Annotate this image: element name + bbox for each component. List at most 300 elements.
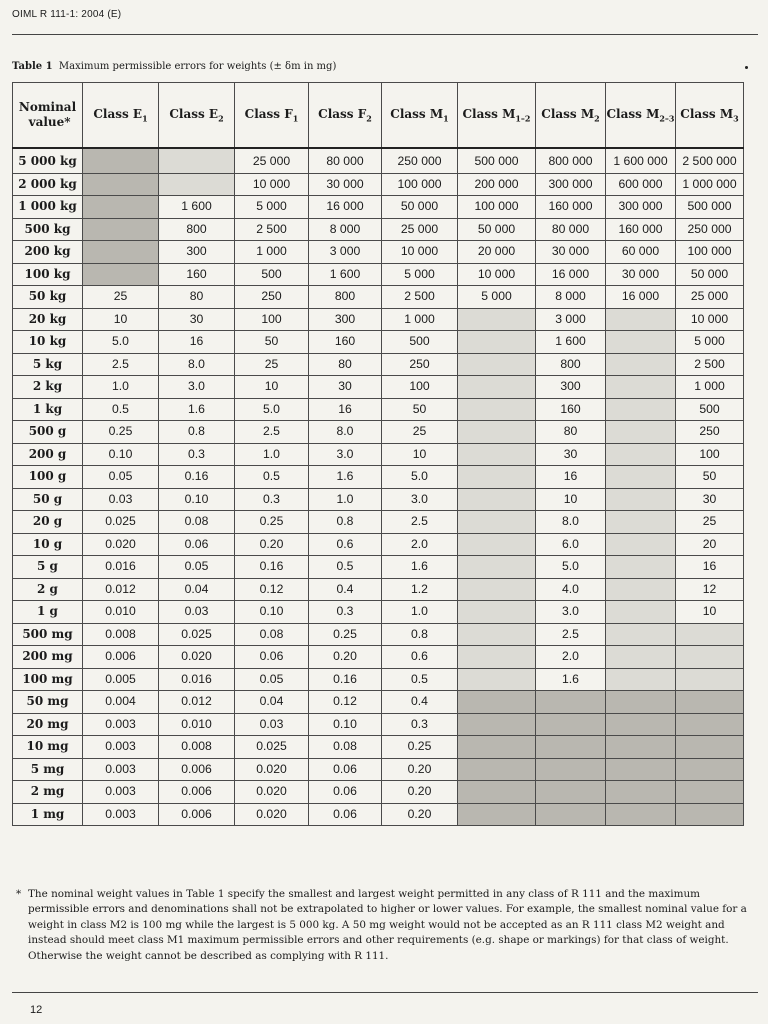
mpe-value-cell: 80 [536, 421, 606, 444]
mpe-value-cell: 0.006 [159, 781, 235, 804]
column-header-subscript: 2–3 [659, 113, 675, 124]
shaded-empty-cell [458, 646, 536, 669]
nominal-value-cell: 200 kg [13, 241, 83, 264]
mpe-value-cell: 25 [83, 286, 159, 309]
mpe-value-cell: 5.0 [382, 466, 458, 489]
shaded-empty-cell [458, 466, 536, 489]
column-header-6 [458, 83, 536, 149]
header-rule [12, 34, 758, 35]
column-header-class: Class M [606, 106, 660, 121]
column-header-class: Class M [462, 106, 516, 121]
shaded-empty-cell [676, 713, 744, 736]
nominal-value-cell: 1 000 kg [13, 196, 83, 219]
mpe-value-cell: 30 000 [309, 173, 382, 196]
mpe-value-cell: 3.0 [309, 443, 382, 466]
mpe-value-cell: 3.0 [159, 376, 235, 399]
mpe-value-cell: 50 000 [382, 196, 458, 219]
mpe-value-cell: 25 000 [382, 218, 458, 241]
table-row [13, 623, 744, 646]
shaded-empty-cell [458, 353, 536, 376]
mpe-value-cell: 0.020 [83, 533, 159, 556]
mpe-value-cell: 100 [676, 443, 744, 466]
mpe-value-cell: 0.020 [235, 803, 309, 826]
table-row [13, 713, 744, 736]
mpe-value-cell: 100 000 [458, 196, 536, 219]
table-row [13, 218, 744, 241]
mpe-value-cell: 0.6 [382, 646, 458, 669]
mpe-value-cell: 0.020 [235, 781, 309, 804]
shaded-empty-cell [458, 421, 536, 444]
mpe-value-cell: 0.05 [159, 556, 235, 579]
mpe-value-cell: 0.05 [83, 466, 159, 489]
mpe-value-cell: 0.020 [159, 646, 235, 669]
mpe-value-cell: 30 [309, 376, 382, 399]
mpe-value-cell: 1.0 [309, 488, 382, 511]
table-row [13, 466, 744, 489]
nominal-value-cell: 500 mg [13, 623, 83, 646]
table-row [13, 353, 744, 376]
table-row [13, 533, 744, 556]
table-caption-label: Table 1 [12, 61, 53, 72]
mpe-value-cell: 0.006 [159, 758, 235, 781]
mpe-value-cell: 0.10 [235, 601, 309, 624]
nominal-value-cell: 50 g [13, 488, 83, 511]
mpe-value-cell: 800 000 [536, 148, 606, 173]
nominal-header-line1: Nominal [18, 100, 77, 114]
shaded-empty-cell [676, 691, 744, 714]
nominal-value-header [13, 83, 83, 149]
mpe-value-cell: 300 000 [536, 173, 606, 196]
column-header-class: Class M [680, 106, 734, 121]
mpe-value-cell: 500 [235, 263, 309, 286]
column-header-5 [382, 83, 458, 149]
mpe-value-cell: 160 [309, 331, 382, 354]
mpe-value-cell: 600 000 [606, 173, 676, 196]
mpe-value-cell: 800 [159, 218, 235, 241]
mpe-value-cell: 100 [235, 308, 309, 331]
shaded-empty-cell [606, 803, 676, 826]
mpe-value-cell: 3 000 [309, 241, 382, 264]
mpe-value-cell: 0.004 [83, 691, 159, 714]
mpe-value-cell: 0.03 [235, 713, 309, 736]
mpe-value-cell: 0.10 [159, 488, 235, 511]
mpe-value-cell: 0.6 [309, 533, 382, 556]
mpe-value-cell: 10 [536, 488, 606, 511]
shaded-empty-cell [606, 691, 676, 714]
mpe-value-cell: 0.20 [235, 533, 309, 556]
mpe-value-cell: 25 [382, 421, 458, 444]
column-header-class: Class F [318, 106, 367, 121]
mpe-value-cell: 80 [309, 353, 382, 376]
mpe-value-cell: 50 000 [458, 218, 536, 241]
mpe-value-cell: 2 500 000 [676, 148, 744, 173]
shaded-empty-cell [676, 803, 744, 826]
mpe-value-cell: 10 000 [676, 308, 744, 331]
mpe-value-cell: 10 [235, 376, 309, 399]
mpe-value-cell: 0.06 [309, 758, 382, 781]
mpe-value-cell: 60 000 [606, 241, 676, 264]
mpe-value-cell: 25 000 [235, 148, 309, 173]
nominal-value-cell: 5 mg [13, 758, 83, 781]
mpe-value-cell: 160 000 [606, 218, 676, 241]
shaded-empty-cell [458, 578, 536, 601]
shaded-empty-cell [606, 601, 676, 624]
mpe-value-cell: 10 000 [458, 263, 536, 286]
mpe-value-cell: 5 000 [235, 196, 309, 219]
mpe-value-cell: 1 000 [676, 376, 744, 399]
table-row [13, 443, 744, 466]
table-caption-text: Maximum permissible errors for weights (± δm in mg) [58, 61, 337, 72]
mpe-value-cell: 0.003 [83, 736, 159, 759]
mpe-value-cell: 0.3 [159, 443, 235, 466]
mpe-value-cell: 0.003 [83, 781, 159, 804]
table-row [13, 173, 744, 196]
nominal-value-cell: 2 kg [13, 376, 83, 399]
mpe-value-cell: 0.04 [159, 578, 235, 601]
mpe-value-cell: 30 [676, 488, 744, 511]
mpe-value-cell: 10 000 [235, 173, 309, 196]
shaded-empty-cell [458, 556, 536, 579]
nominal-value-cell: 10 g [13, 533, 83, 556]
mpe-value-cell: 0.3 [235, 488, 309, 511]
shaded-empty-cell [458, 488, 536, 511]
mpe-value-cell: 0.10 [309, 713, 382, 736]
shaded-empty-cell [458, 331, 536, 354]
shaded-empty-cell [458, 781, 536, 804]
table-row [13, 691, 744, 714]
shaded-empty-cell [606, 533, 676, 556]
mpe-value-cell: 8.0 [159, 353, 235, 376]
mpe-value-cell: 100 000 [676, 241, 744, 264]
mpe-value-cell: 5 000 [676, 331, 744, 354]
shaded-empty-cell [606, 758, 676, 781]
mpe-value-cell: 0.25 [235, 511, 309, 534]
shaded-empty-cell [606, 736, 676, 759]
column-header-subscript: 1 [292, 113, 299, 124]
mpe-value-cell: 300 [159, 241, 235, 264]
mpe-value-cell: 10 [382, 443, 458, 466]
mpe-value-cell: 3 000 [536, 308, 606, 331]
nominal-value-cell: 2 000 kg [13, 173, 83, 196]
mpe-value-cell: 8.0 [309, 421, 382, 444]
mpe-value-cell: 300 [309, 308, 382, 331]
mpe-value-cell: 0.8 [159, 421, 235, 444]
mpe-value-cell: 1.2 [382, 578, 458, 601]
nominal-value-cell: 20 mg [13, 713, 83, 736]
table-row [13, 421, 744, 444]
mpe-value-cell: 25 [676, 511, 744, 534]
mpe-value-cell: 3.0 [382, 488, 458, 511]
shaded-empty-cell [676, 781, 744, 804]
shaded-empty-cell [606, 376, 676, 399]
column-header-subscript: 2 [594, 113, 600, 124]
nominal-value-cell: 1 g [13, 601, 83, 624]
mpe-value-cell: 2.5 [536, 623, 606, 646]
nominal-value-cell: 10 kg [13, 331, 83, 354]
footer-rule [12, 992, 758, 993]
shaded-empty-cell [676, 736, 744, 759]
nominal-value-cell: 10 mg [13, 736, 83, 759]
shaded-empty-cell [536, 713, 606, 736]
mpe-value-cell: 0.06 [309, 803, 382, 826]
mpe-value-cell: 0.05 [235, 668, 309, 691]
mpe-value-cell: 2 500 [676, 353, 744, 376]
shaded-empty-cell [458, 623, 536, 646]
mpe-value-cell: 16 000 [606, 286, 676, 309]
mpe-value-cell: 1.0 [83, 376, 159, 399]
column-header-class: Class M [541, 106, 595, 121]
mpe-value-cell: 300 000 [606, 196, 676, 219]
mpe-value-cell: 5.0 [536, 556, 606, 579]
mpe-value-cell: 0.005 [83, 668, 159, 691]
shaded-empty-cell [606, 398, 676, 421]
mpe-value-cell: 30 [536, 443, 606, 466]
nominal-value-cell: 2 mg [13, 781, 83, 804]
mpe-value-cell: 10 000 [382, 241, 458, 264]
shaded-empty-cell [676, 668, 744, 691]
mpe-value-cell: 0.006 [83, 646, 159, 669]
mpe-value-cell: 5.0 [83, 331, 159, 354]
mpe-value-cell: 2.0 [382, 533, 458, 556]
shaded-empty-cell [606, 781, 676, 804]
shaded-empty-cell [676, 758, 744, 781]
shaded-empty-cell [458, 736, 536, 759]
shaded-empty-cell [606, 421, 676, 444]
column-header-subscript: 2 [366, 113, 372, 124]
mpe-value-cell: 0.04 [235, 691, 309, 714]
nominal-value-cell: 5 000 kg [13, 148, 83, 173]
mpe-value-cell: 500 000 [676, 196, 744, 219]
shaded-empty-cell [83, 196, 159, 219]
mpe-value-cell: 160 [159, 263, 235, 286]
mpe-value-cell: 250 000 [382, 148, 458, 173]
footnote-marker: * [16, 888, 22, 900]
shaded-empty-cell [606, 623, 676, 646]
table-row [13, 308, 744, 331]
footnote [16, 887, 756, 964]
shaded-empty-cell [606, 331, 676, 354]
mpe-value-cell: 0.5 [83, 398, 159, 421]
table-row [13, 511, 744, 534]
column-header-7 [536, 83, 606, 149]
mpe-value-cell: 8 000 [536, 286, 606, 309]
table-row [13, 668, 744, 691]
mpe-value-cell: 1 600 [159, 196, 235, 219]
mpe-value-cell: 1.0 [235, 443, 309, 466]
mpe-value-cell: 1.6 [309, 466, 382, 489]
mpe-value-cell: 0.5 [235, 466, 309, 489]
shaded-empty-cell [83, 148, 159, 173]
stray-dot [745, 66, 748, 69]
mpe-value-cell: 0.03 [83, 488, 159, 511]
shaded-empty-cell [606, 646, 676, 669]
document-header: OIML R 111-1: 2004 (E) [12, 9, 122, 20]
mpe-value-cell: 1 000 000 [676, 173, 744, 196]
mpe-value-cell: 0.12 [235, 578, 309, 601]
nominal-value-cell: 200 g [13, 443, 83, 466]
mpe-table [12, 82, 744, 826]
table-row [13, 241, 744, 264]
mpe-value-cell: 0.5 [309, 556, 382, 579]
mpe-value-cell: 0.25 [309, 623, 382, 646]
mpe-value-cell: 0.16 [235, 556, 309, 579]
column-header-subscript: 1–2 [515, 113, 531, 124]
mpe-value-cell: 0.4 [382, 691, 458, 714]
shaded-empty-cell [606, 511, 676, 534]
mpe-value-cell: 500 [676, 398, 744, 421]
shaded-empty-cell [606, 353, 676, 376]
table-row [13, 196, 744, 219]
mpe-value-cell: 1.6 [536, 668, 606, 691]
mpe-value-cell: 16 000 [309, 196, 382, 219]
shaded-empty-cell [83, 263, 159, 286]
nominal-value-cell: 20 g [13, 511, 83, 534]
shaded-empty-cell [458, 803, 536, 826]
mpe-value-cell: 1 600 000 [606, 148, 676, 173]
nominal-value-cell: 2 g [13, 578, 83, 601]
mpe-value-cell: 0.06 [309, 781, 382, 804]
mpe-value-cell: 1 000 [235, 241, 309, 264]
shaded-empty-cell [606, 668, 676, 691]
shaded-empty-cell [676, 623, 744, 646]
shaded-empty-cell [536, 691, 606, 714]
mpe-value-cell: 0.8 [382, 623, 458, 646]
mpe-value-cell: 16 [676, 556, 744, 579]
mpe-value-cell: 16 [536, 466, 606, 489]
nominal-value-cell: 5 kg [13, 353, 83, 376]
mpe-value-cell: 0.20 [382, 781, 458, 804]
mpe-value-cell: 1.6 [159, 398, 235, 421]
mpe-value-cell: 300 [536, 376, 606, 399]
mpe-value-cell: 25 [235, 353, 309, 376]
shaded-empty-cell [536, 736, 606, 759]
shaded-empty-cell [606, 443, 676, 466]
mpe-value-cell: 0.25 [382, 736, 458, 759]
mpe-value-cell: 30 [159, 308, 235, 331]
table-row [13, 556, 744, 579]
mpe-value-cell: 16 [309, 398, 382, 421]
mpe-value-cell: 0.012 [83, 578, 159, 601]
column-header-9 [676, 83, 744, 149]
nominal-value-cell: 100 mg [13, 668, 83, 691]
nominal-value-cell: 20 kg [13, 308, 83, 331]
table-row [13, 578, 744, 601]
mpe-value-cell: 0.025 [235, 736, 309, 759]
mpe-value-cell: 0.20 [309, 646, 382, 669]
mpe-value-cell: 10 [676, 601, 744, 624]
column-header-subscript: 2 [218, 113, 224, 124]
mpe-value-cell: 1.0 [382, 601, 458, 624]
mpe-value-cell: 800 [309, 286, 382, 309]
mpe-value-cell: 0.003 [83, 713, 159, 736]
mpe-value-cell: 0.016 [83, 556, 159, 579]
mpe-value-cell: 0.003 [83, 803, 159, 826]
nominal-value-cell: 100 g [13, 466, 83, 489]
mpe-value-cell: 0.010 [83, 601, 159, 624]
column-header-class: Class M [390, 106, 444, 121]
column-header-4 [309, 83, 382, 149]
column-header-subscript: 1 [142, 113, 148, 124]
mpe-value-cell: 80 000 [536, 218, 606, 241]
mpe-value-cell: 8 000 [309, 218, 382, 241]
mpe-value-cell: 8.0 [536, 511, 606, 534]
mpe-value-cell: 0.008 [83, 623, 159, 646]
shaded-empty-cell [458, 691, 536, 714]
shaded-empty-cell [458, 511, 536, 534]
mpe-value-cell: 100 [382, 376, 458, 399]
shaded-empty-cell [606, 466, 676, 489]
mpe-value-cell: 0.08 [235, 623, 309, 646]
nominal-value-cell: 500 g [13, 421, 83, 444]
mpe-value-cell: 250 [235, 286, 309, 309]
mpe-value-cell: 160 000 [536, 196, 606, 219]
mpe-value-cell: 50 [235, 331, 309, 354]
shaded-empty-cell [83, 173, 159, 196]
nominal-value-cell: 500 kg [13, 218, 83, 241]
table-header-row [13, 83, 744, 149]
mpe-value-cell: 0.3 [382, 713, 458, 736]
mpe-value-cell: 1 000 [382, 308, 458, 331]
shaded-empty-cell [458, 443, 536, 466]
mpe-value-cell: 100 000 [382, 173, 458, 196]
shaded-empty-cell [458, 398, 536, 421]
mpe-value-cell: 0.020 [235, 758, 309, 781]
mpe-value-cell: 0.003 [83, 758, 159, 781]
mpe-value-cell: 2 500 [235, 218, 309, 241]
shaded-empty-cell [458, 713, 536, 736]
column-header-class: Class E [93, 106, 143, 121]
mpe-value-cell: 50 000 [676, 263, 744, 286]
mpe-value-cell: 250 [382, 353, 458, 376]
mpe-value-cell: 20 [676, 533, 744, 556]
table-row [13, 758, 744, 781]
shaded-empty-cell [606, 488, 676, 511]
mpe-value-cell: 5.0 [235, 398, 309, 421]
table-row [13, 601, 744, 624]
shaded-empty-cell [159, 173, 235, 196]
mpe-value-cell: 0.4 [309, 578, 382, 601]
mpe-value-cell: 0.06 [235, 646, 309, 669]
mpe-value-cell: 16 000 [536, 263, 606, 286]
mpe-value-cell: 0.10 [83, 443, 159, 466]
column-header-subscript: 3 [733, 113, 739, 124]
mpe-value-cell: 0.06 [159, 533, 235, 556]
page-number: 12 [30, 1004, 43, 1016]
shaded-empty-cell [159, 148, 235, 173]
mpe-value-cell: 2.5 [235, 421, 309, 444]
mpe-value-cell: 10 [83, 308, 159, 331]
mpe-value-cell: 2 500 [382, 286, 458, 309]
shaded-empty-cell [536, 803, 606, 826]
mpe-value-cell: 0.025 [159, 623, 235, 646]
shaded-empty-cell [536, 758, 606, 781]
mpe-value-cell: 12 [676, 578, 744, 601]
table-body [13, 148, 744, 826]
table-row [13, 398, 744, 421]
table-row [13, 488, 744, 511]
nominal-value-cell: 1 kg [13, 398, 83, 421]
mpe-value-cell: 0.20 [382, 803, 458, 826]
table-row [13, 781, 744, 804]
mpe-value-cell: 16 [159, 331, 235, 354]
mpe-value-cell: 500 000 [458, 148, 536, 173]
mpe-value-cell: 0.008 [159, 736, 235, 759]
mpe-value-cell: 0.16 [309, 668, 382, 691]
mpe-value-cell: 500 [382, 331, 458, 354]
shaded-empty-cell [83, 241, 159, 264]
mpe-value-cell: 800 [536, 353, 606, 376]
table-row [13, 331, 744, 354]
